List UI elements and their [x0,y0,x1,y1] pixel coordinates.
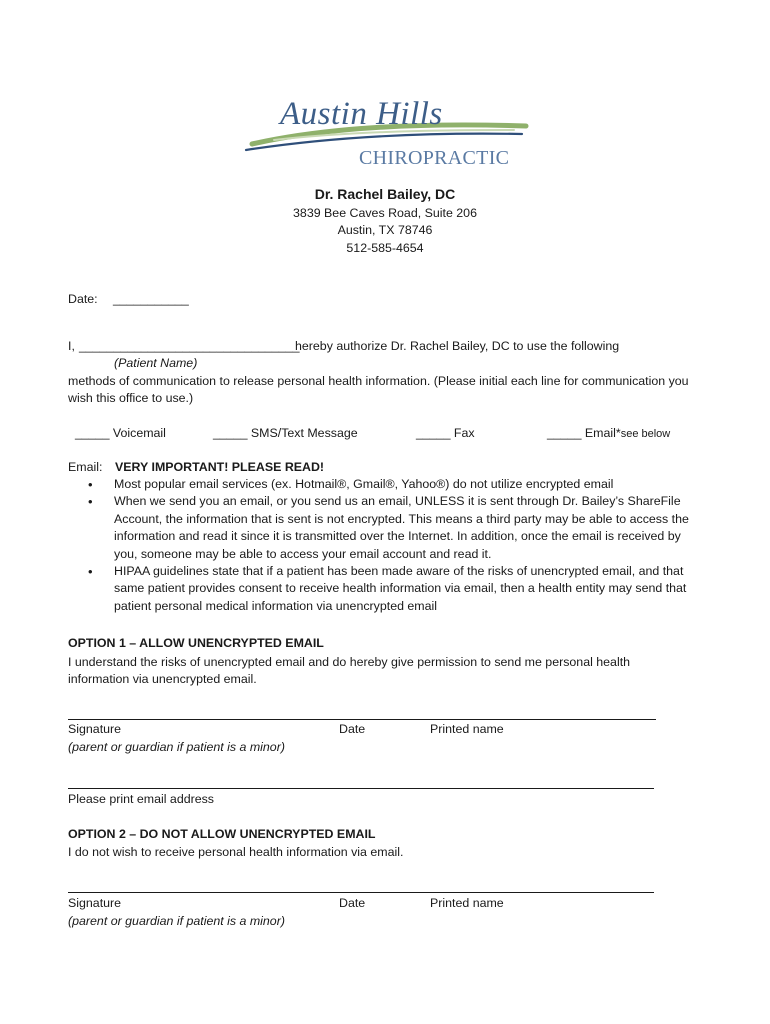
sms-option[interactable]: _____ SMS/Text Message [213,426,358,440]
option1-printed-name-label: Printed name [430,722,504,736]
option1-text: I understand the risks of unencrypted email and do hereby give permission to send me personal health information via unencrypted email. [68,655,631,687]
address-line-1: 3839 Bee Caves Road, Suite 206 [293,206,477,220]
option2-date-label: Date [339,896,366,910]
email-section-label: Email: [68,460,103,474]
email-warning-list [86,476,706,615]
option1-date-label: Date [339,722,366,736]
list-item: • HIPAA guidelines state that if a patient has been made aware of the risks of unencrypted email, and that same patient provides consent to receive health information via email, then a health entity may send that patient personal medical information via unencrypted email [86,563,706,615]
authorization-text: hereby authorize Dr. Rachel Bailey, DC to use the following [295,339,620,353]
voicemail-option[interactable]: _____ Voicemail [75,426,166,440]
option1-heading: OPTION 1 – ALLOW UNENCRYPTED EMAIL [68,636,324,650]
patient-name-caption: (Patient Name) [114,356,198,370]
authorization-prefix: I, [68,339,75,353]
option1-email-label: Please print email address [68,792,215,806]
option2-signature-label: Signature [68,896,122,910]
email-warning-heading: VERY IMPORTANT! PLEASE READ! [115,460,325,474]
email-option[interactable] [547,426,670,440]
option1-signature-label: Signature [68,722,122,736]
list-item: • When we send you an email, or you send us an email, UNLESS it is sent through Dr. Bailey’s ShareFile Account, the information that is sent is not encrypted. This means a third party may be able to access the information and read it since it is transmitted over the Internet. In addition, once the email is received by you, someone may be able to access your email account and read it. [86,493,706,563]
email-option-note: see below [620,428,671,440]
option1-email-line[interactable] [68,788,654,789]
date-field[interactable]: ___________ [113,292,189,306]
option2-signature-line[interactable] [68,892,654,893]
fax-option[interactable]: _____ Fax [416,426,475,440]
option2-guardian-note: (parent or guardian if patient is a minor) [68,914,285,928]
list-item: • Most popular email services (ex. Hotmail®, Gmail®, Yahoo®) do not utilize encrypted email [86,476,706,493]
phone-number: 512-585-4654 [346,241,424,255]
logo-subtitle: CHIROPRACTIC [359,147,510,169]
option2-printed-name-label: Printed name [430,896,504,910]
option1-guardian-note: (parent or guardian if patient is a minor) [68,740,285,754]
option2-heading: OPTION 2 – DO NOT ALLOW UNENCRYPTED EMAIL [68,827,376,841]
address-line-2: Austin, TX 78746 [337,223,433,237]
option1-signature-line[interactable] [68,719,656,720]
email-option-label: _____ Email* [547,426,621,440]
option2-text: I do not wish to receive personal health information via email. [68,845,404,859]
doctor-name: Dr. Rachel Bailey, DC [314,186,456,202]
logo-title: Austin Hills [280,96,443,132]
date-label: Date: [68,292,98,306]
clinic-logo [244,92,529,177]
patient-name-field[interactable]: ________________________________ [79,339,300,353]
authorization-instructions: methods of communication to release personal health information. (Please initial each line for communication you wish this office to use.) [68,374,689,406]
